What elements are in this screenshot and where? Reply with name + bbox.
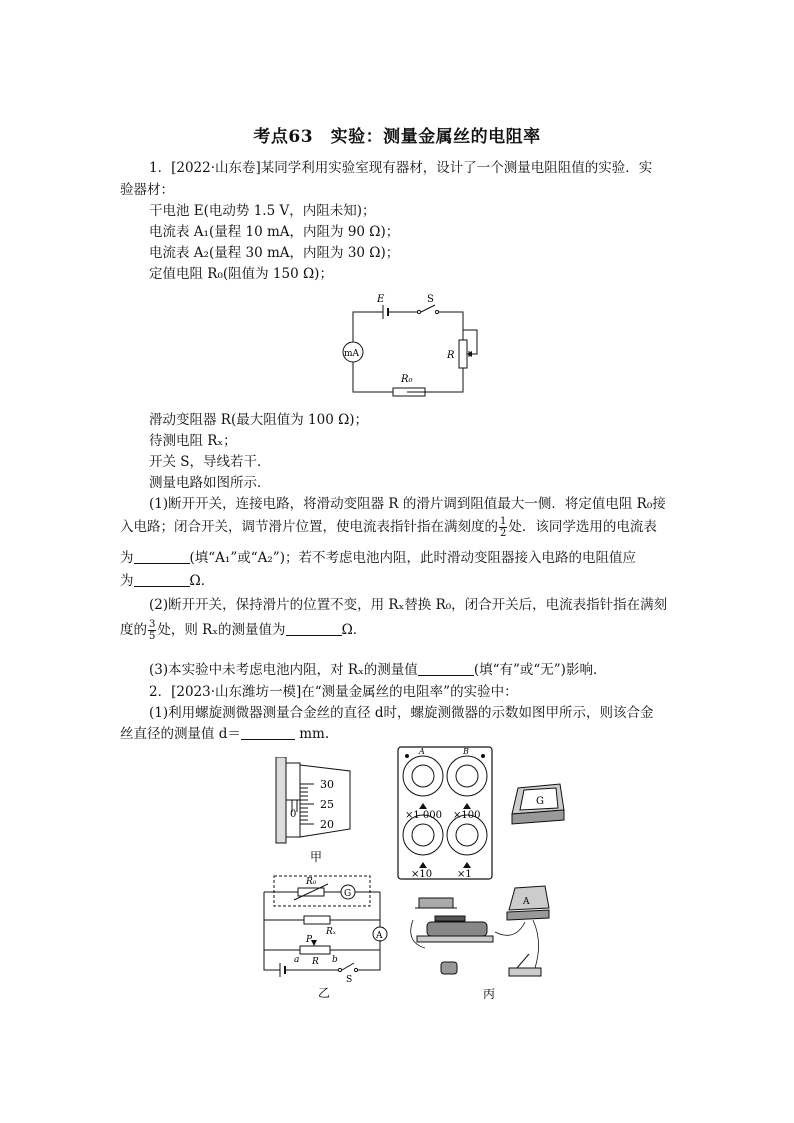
micrometer-tick-20: 20 [320,818,334,831]
q1-item-fixed-resistor: 定值电阻 R₀(阻值为 150 Ω)； [149,266,333,282]
yi-label-G: G [344,889,352,899]
q1-part1-line3: 为 (填“A₁”或“A₂”)；若不考虑电池内阻，此时滑动变阻器接入电路的电阻值应 [120,550,636,566]
dial-multiplier-1: ×1 [457,869,472,880]
q1-intro-line2: 验器材： [120,182,174,198]
answer-blank-ammeter[interactable] [134,549,190,564]
fraction-one-half: $\frac{1}{2}$ [500,516,507,539]
box-label-B: B [463,747,469,756]
fig-jia-micrometer [270,757,360,867]
answer-blank-rheostat-value[interactable] [134,572,190,587]
q1-part2-line1: (2)断开开关，保持滑片的位置不变，用 Rₓ替换 R₀，闭合开关后，电流表指针指在满刻 [149,597,668,613]
yi-label-S: S [346,975,353,985]
answer-blank-effect[interactable] [418,661,474,676]
fig-bing-apparatus [405,882,555,1002]
q1-circuit-label-R0: R₀ [401,374,413,385]
q2-part1-line2: 丝直径的测量值 d＝ mm. [120,726,330,742]
answer-blank-diameter[interactable] [241,725,295,740]
q1-part3-line: (3)本实验中未考虑电池内阻，对 Rₓ的测量值 (填“有”或“无”)影响． [149,662,607,678]
q1-item-switch: 开关 S，导线若干． [149,454,271,470]
q1-circuit-diagram [335,290,485,400]
yi-label-a: a [294,955,300,965]
dial-multiplier-10: ×10 [411,869,433,880]
answer-blank-rx-value[interactable] [286,621,342,636]
q2-intro: 2．[2023·山东潍坊一模]在“测量金属丝的电阻率”的实验中： [149,684,518,700]
fig-resistance-box [397,746,493,880]
q1-item-circuit-note: 测量电路如图所示． [149,475,271,491]
q1-circuit-meter-label: mA [344,349,360,359]
q1-intro-line1: 1．[2022·山东卷]某同学利用实验室现有器材，设计了一个测量电阻阻值的实验．实 [149,160,653,176]
dial-multiplier-1000: ×1 000 [405,810,443,821]
q1-item-ammeter2: 电流表 A₂(量程 30 mA，内阻为 30 Ω)； [149,245,400,261]
yi-label-R0: R₀ [306,877,317,887]
bing-ammeter-label: A [523,897,530,907]
yi-label-P: P [306,935,313,945]
fig-yi-caption: 乙 [318,986,331,1000]
yi-label-b: b [332,955,338,965]
q2-part1-line1: (1)利用螺旋测微器测量合金丝的直径 d时，螺旋测微器的示数如图甲所示，则该合金 [149,705,654,721]
q1-item-ammeter1: 电流表 A₁(量程 10 mA，内阻为 90 Ω)； [149,224,400,240]
micrometer-tick-30: 30 [320,778,334,791]
q1-part1-line4: 为 Ω． [120,573,215,589]
q1-circuit-label-S: S [427,294,434,305]
micrometer-tick-25: 25 [320,798,334,811]
yi-label-R: R [312,957,319,967]
yi-label-Rx: Rₓ [326,927,336,937]
galvanometer-device-icon [508,780,568,830]
q1-circuit-label-E: E [377,294,385,305]
q1-circuit-label-R: R [447,350,455,361]
box-label-A: A [419,747,425,756]
q1-item-battery: 干电池 E(电动势 1.5 V，内阻未知)； [149,203,376,219]
fraction-three-fifths: $\frac{3}{5}$ [149,619,156,642]
q1-part1-line2: 入电路；闭合开关，调节滑片位置，使电流表指针指在满刻度的 $\frac{1}{2}$ 处．该同学选用的电流表 [120,516,657,539]
yi-label-A: A [376,931,383,941]
galvanometer-label: G [536,796,544,807]
page-title: 考点63 实验：测量金属丝的电阻率 [253,127,541,147]
q1-item-rheostat: 滑动变阻器 R(最大阻值为 100 Ω)； [149,412,369,428]
micrometer-zero: 0 [290,809,297,820]
fig-bing-caption: 丙 [483,987,496,1001]
fig-jia-caption: 甲 [310,850,323,864]
fig-yi-circuit [260,870,395,1000]
dial-multiplier-100: ×100 [453,810,481,821]
q1-part2-line2: 度的 $\frac{3}{5}$ 处，则 Rₓ的测量值为 Ω． [120,619,367,642]
q1-item-unknown-resistor: 待测电阻 Rₓ； [149,433,237,449]
q1-part1-line1: (1)断开开关，连接电路，将滑动变阻器 R 的滑片调到阻值最大一侧．将定值电阻 R₀接 [149,496,666,512]
